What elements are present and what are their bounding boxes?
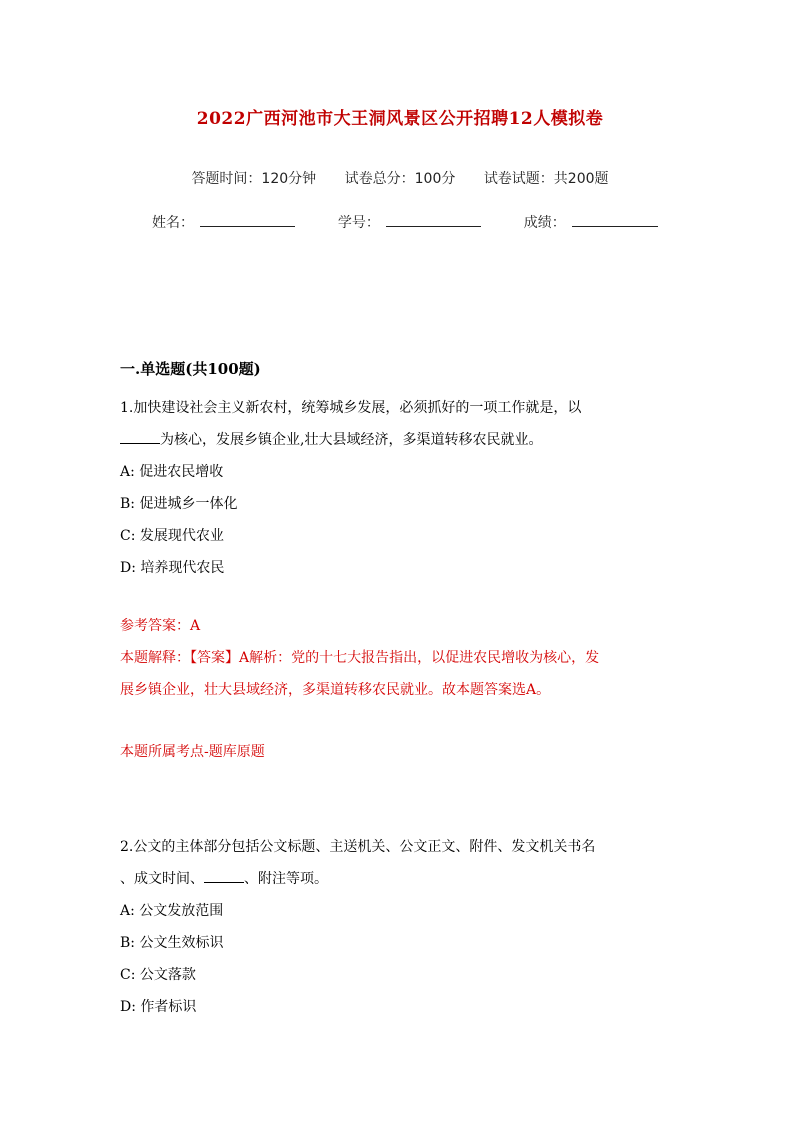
student-id-line (386, 212, 481, 227)
question-1 (120, 392, 680, 584)
question-1-stem-line2-text: 为核心，发展乡镇企业,壮大县域经济，多渠道转移农民就业。 (160, 432, 543, 448)
option-c: C: 发展现代农业 (120, 528, 224, 544)
answer-blank (204, 868, 244, 883)
knowledge-point: 本题所属考点-题库原题 (120, 744, 265, 760)
question-2 (120, 831, 680, 1023)
question-2-stem-line2 (120, 863, 680, 895)
option-b: B: 促进城乡一体化 (120, 496, 238, 512)
score-label: 成绩： (523, 215, 566, 231)
question-1-stem-line2 (120, 424, 680, 456)
option-b: B: 公文生效标识 (120, 935, 224, 951)
question-1-answer (120, 610, 680, 706)
question-2-stem-line2-before: 、成文时间、 (120, 871, 204, 887)
section-title: 一.单选题(共100题) (120, 360, 261, 378)
answer-blank (120, 429, 160, 444)
option-a: A: 促进农民增收 (120, 464, 224, 480)
option-d: D: 培养现代农民 (120, 560, 225, 576)
score-line (572, 212, 658, 227)
reference-answer: 参考答案：A (120, 618, 201, 634)
option-c: C: 公文落款 (120, 967, 196, 983)
exam-title: 2022广西河池市大王洞风景区公开招聘12人模拟卷 (196, 109, 604, 129)
exam-total-score: 试卷总分：100分 (344, 171, 456, 187)
question-2-stem-line1: 2.公文的主体部分包括公文标题、主送机关、公文正文、附件、发文机关书名 (120, 839, 596, 855)
student-id-label: 学号： (337, 215, 380, 231)
question-2-stem-line2-after: 、附注等项。 (244, 871, 328, 887)
student-fields (152, 212, 672, 232)
exam-question-count: 试卷试题：共200题 (483, 171, 609, 187)
student-id-field (338, 212, 524, 232)
question-1-stem-line1: 1.加快建设社会主义新农村，统筹城乡发展，必须抓好的一项工作就是，以 (120, 400, 582, 416)
name-line (200, 212, 295, 227)
name-field (152, 212, 338, 232)
option-a: A: 公文发放范围 (120, 903, 224, 919)
explanation-line2: 展乡镇企业，壮大县域经济，多渠道转移农民就业。故本题答案选A。 (120, 682, 551, 698)
score-field (524, 212, 672, 232)
name-label: 姓名： (152, 215, 194, 231)
exam-time: 答题时间：120分钟 (191, 171, 317, 187)
exam-meta (0, 168, 800, 188)
option-d: D: 作者标识 (120, 999, 197, 1015)
explanation-line1: 本题解释：【答案】A解析：党的十七大报告指出，以促进农民增收为核心，发 (120, 650, 600, 666)
